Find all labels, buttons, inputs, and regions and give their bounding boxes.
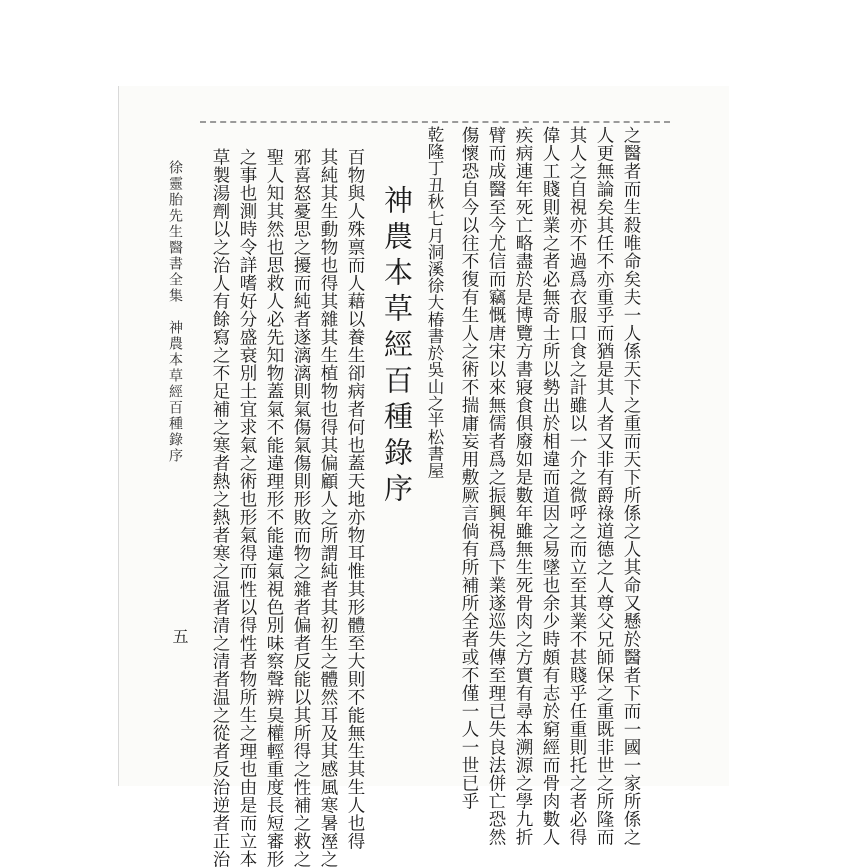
text-column: 偉人工賤則業之者必無奇士所以勢出於相違而道因之易墜也余少時頗有志於窮經而骨肉數人 <box>540 126 560 846</box>
section-heading: 神農本草經百種錄序 <box>380 185 414 509</box>
page-number: 五 <box>170 628 189 644</box>
text-column: 之醫者而生殺唯命矣夫一人係天下之重而天下所係之人其命又懸於醫者下而一國一家所係之 <box>621 126 641 846</box>
text-column: 人更無論矣其任不亦重乎而猶是其人者又非有爵祿道德之人尊父兄師保之重既非世之所隆而 <box>594 126 614 846</box>
text-column: 之事也測時令詳嗜好分盛衰別土宜求氣之術也形氣得而性以得性者物所生之理也由是而立本 <box>237 148 257 868</box>
signature-line: 乾隆丁丑秋七月洞溪徐大椿書於吳山之半松書屋 <box>425 126 444 479</box>
text-column: 草製湯劑以之治人有餘寫之不足補之寒者熱之熱者寒之温者清之清者温之從者反治逆者正治 <box>210 148 230 868</box>
text-column: 臂而成醫至今尤信而竊慨唐宋以來無儒者爲之振興視爲下業遂巡失傳至理已失良法併亡恐然 <box>486 126 506 846</box>
text-column: 邪喜怒憂思之擾而純者遂漓漓則氣傷氣傷則形敗而物之雜者偏者反能以其所得之性補之救之 <box>291 148 311 868</box>
text-column: 百物與人殊禀而人藉以養生卻病者何也蓋天地亦物耳惟其形體至大則不能無生其生人也得 <box>345 148 365 850</box>
text-column: 其純其生動物也得其雜其生植物也得其偏顧人之所謂純者其初生之體然耳及其感風寒暑溼之 <box>318 148 338 868</box>
text-column: 疾病連年死亡略盡於是博覽方書寢食俱廢如是數年雖無生死骨肉之方實有尋本溯源之學九折 <box>513 126 533 846</box>
text-column: 傷懷恐自今以往不復有生人之術不揣庸妄用敷厥言倘有所補所全者或不僅一人一世已乎 <box>459 126 479 810</box>
dashed-rule <box>200 121 670 123</box>
running-title: 徐靈胎先生醫書全集 神農本草經百種錄序 <box>167 160 183 464</box>
text-column: 聖人知其然也思救人必先知物蓋氣不能違理形不能違氣視色別味察聲辨臭權輕重度長短審形 <box>264 148 284 868</box>
text-column: 其人之自視亦不過爲衣服口食之計雖以一介之微呼之而立至其業不甚賤乎任重則托之者必得 <box>567 126 587 846</box>
